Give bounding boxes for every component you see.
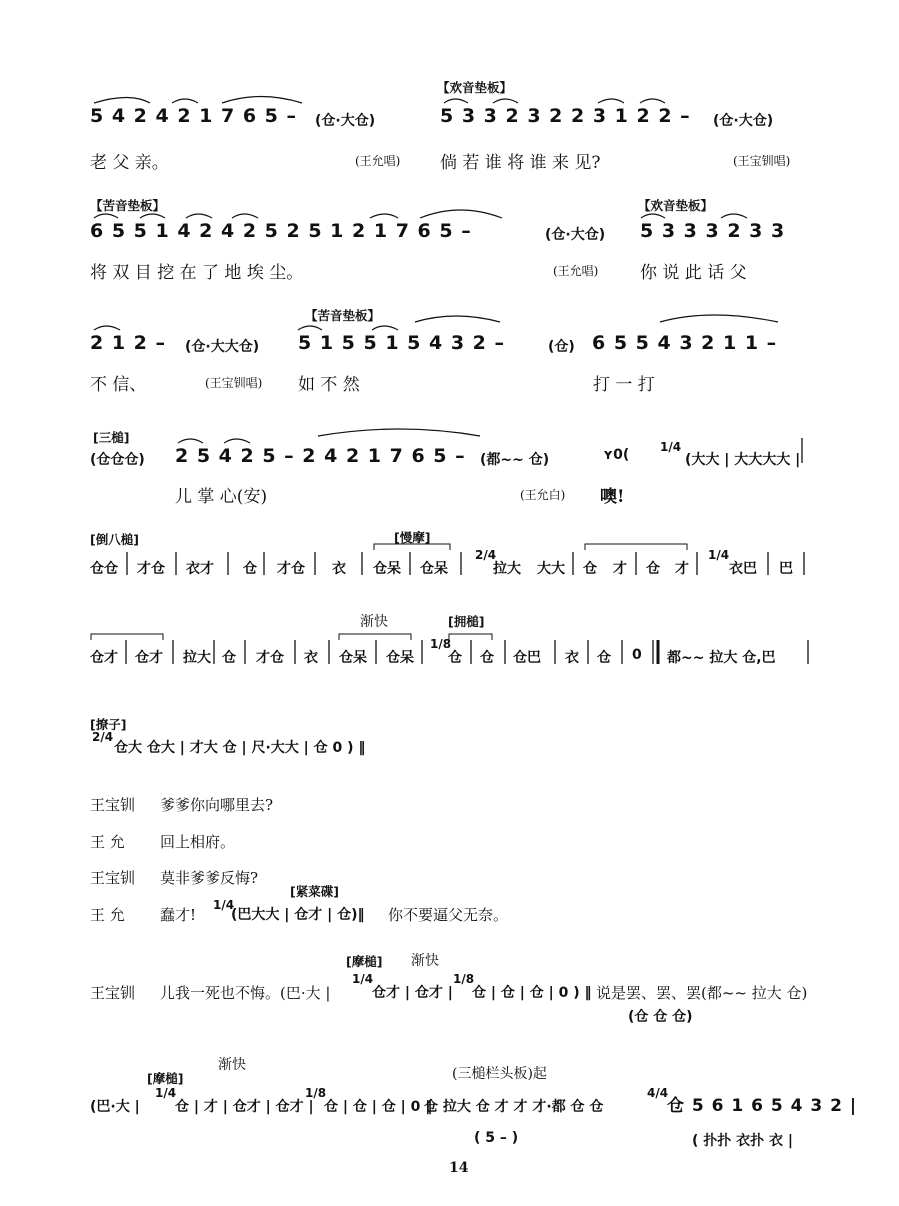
notes-s3-c: 6 5 5 4 3 2 1 1 –: [592, 332, 778, 354]
dlg5-speaker: 王宝钏: [90, 984, 136, 1002]
dlg5-perc: 仓才 | 仓才 |: [372, 985, 453, 1001]
dlg4-perc: (巴大大 | 仓才 | 仓)‖: [231, 907, 365, 923]
dlg4-tail: 你不要逼父无奈。: [388, 906, 509, 924]
s6-cell-4: 才仓: [256, 650, 284, 666]
last-notes: 仓 5 6 1 6 5 4 3 2 |: [667, 1096, 858, 1116]
last-tail: 仓 拉大 仓 才 才 才·都 仓 仓: [424, 1099, 604, 1115]
notes-s1-a: 5 4 2 4 2 1 7 6 5 –: [90, 105, 298, 127]
perc-s4-b: (都~~ 仓): [480, 452, 550, 468]
label-huanyin-2: 【欢音垫板】: [638, 198, 714, 213]
dlg4-time: 1/4: [213, 898, 235, 912]
dlg5-time: 1/4: [352, 972, 374, 986]
s5-cell-1: 才仓: [137, 561, 165, 577]
s6-cell2-3: 衣: [565, 650, 579, 666]
last-time2: 1/8: [305, 1086, 327, 1100]
label-sanchui-lantou: (三槌栏头板)起: [452, 1066, 547, 1082]
s6-cell-2: 拉大: [183, 650, 211, 666]
s5-cell-3: 仓: [243, 561, 257, 577]
s6-cell-5: 衣: [304, 650, 318, 666]
label-jiankuai-1: 渐快: [360, 614, 388, 630]
last-cells: 仓 | 才 | 仓才 | 仓才 |: [175, 1099, 314, 1115]
dlg5-tail: 说是罢、罢、罢(都~~ 拉大 仓): [596, 984, 808, 1002]
page-number: 14: [449, 1160, 469, 1176]
s5-cell2-1: 大大: [537, 561, 565, 577]
s6-cell2-0: 仓: [448, 650, 462, 666]
label-jiankuai-3: 渐快: [218, 1057, 246, 1073]
dlg4-text: 蠢才!: [160, 906, 197, 924]
dlg5-time2: 1/8: [453, 972, 475, 986]
cue-s3-a: (王宝钏唱): [205, 376, 263, 390]
s5-cell2-5: 才: [675, 561, 689, 577]
dlg1-speaker: 王宝钏: [90, 796, 136, 814]
label-liaozi: [撩子]: [90, 717, 127, 732]
last-cells2: 仓 | 仓 | 仓 | 0 ‖: [324, 1099, 433, 1115]
lyric-s3-a: 不 信、: [90, 375, 147, 395]
perc-s4-a: (仓仓仓): [90, 452, 145, 468]
notes-s3-a: 2 1 2 –: [90, 332, 167, 354]
s5-cell-7: 仓呆: [420, 561, 448, 577]
last-under2: ( 扑扑 衣扑 衣 |: [692, 1133, 794, 1149]
s6-cell-1: 仓才: [135, 650, 163, 666]
perc-s3-a: (仓·大大仓): [185, 339, 260, 355]
s5-cell3-1: 巴: [779, 561, 793, 577]
dlg1-text: 爹爹你向哪里去?: [160, 796, 274, 814]
label-sanchui: [三槌]: [93, 430, 130, 445]
last-time: 1/4: [155, 1086, 177, 1100]
s7-text: 仓大 仓大 | 才大 仓 | 尺·大大 | 仓 0 ) ‖: [114, 740, 366, 756]
cue-s4-a: (王允白): [520, 488, 566, 502]
lyric-s2-a: 将 双 目 挖 在 了 地 埃 尘。: [90, 263, 304, 283]
label-daobachui: [倒八槌]: [90, 532, 139, 547]
s5-cell3-0: 衣巴: [729, 561, 757, 577]
s5-cell2-3: 才: [613, 561, 627, 577]
dlg3-text: 莫非爹爹反悔?: [160, 869, 259, 887]
lyric-s1-a: 老 父 亲。: [90, 153, 169, 173]
dlg4-speaker: 王 允: [90, 906, 125, 924]
cue-s1-b: (王宝钏唱): [733, 154, 791, 168]
label-mochui-2: [摩槌]: [147, 1071, 184, 1086]
s5-cell-6: 仓呆: [373, 561, 401, 577]
cue-s2-a: (王允唱): [553, 264, 599, 278]
s6-cell2-1: 仓: [480, 650, 494, 666]
s6-cell-7: 仓呆: [386, 650, 414, 666]
label-mochui-1: [摩槌]: [346, 954, 383, 969]
s6-cell2-4: 仓: [597, 650, 611, 666]
notes-s2-b: 5 3 3 3 2 3 3: [640, 220, 786, 242]
notes-s4: 2 5 4 2 5 – 2 4 2 1 7 6 5 –: [175, 445, 466, 467]
notes-s2-a: 6 5 5 1 4 2 4 2 5 2 5 1 2 1 7 6 5 –: [90, 220, 472, 242]
label-kuyin-1: 【苦音垫板】: [90, 198, 166, 213]
last-under1: ( 5 – ): [474, 1130, 519, 1146]
s5-time2: 1/4: [708, 548, 730, 562]
label-yongchui: [拥槌]: [448, 614, 485, 629]
s6-cell-6: 仓呆: [339, 650, 367, 666]
lyric-s2-b: 你 说 此 话 父: [640, 263, 747, 283]
dlg3-speaker: 王宝钏: [90, 869, 136, 887]
dlg2-text: 回上相府。: [160, 833, 236, 851]
s5-cell-0: 仓仓: [90, 561, 118, 577]
lyric-s4-b: 噢!: [600, 487, 625, 507]
lyric-s4-a: 儿 掌 心(安): [175, 487, 268, 507]
notes-s1-b: 5 3 3 2 3 2 2 3 1 2 2 –: [440, 105, 691, 127]
label-huanyin-1: 【欢音垫板】: [437, 80, 513, 95]
perc-s2-a: (仓·大仓): [545, 227, 606, 243]
perc-s4-c: (大大 | 大大大大 |: [685, 452, 801, 468]
lyric-s3-c: 打 一 打: [593, 375, 655, 395]
s5-cell2-4: 仓: [646, 561, 660, 577]
label-manmo: [慢摩]: [394, 530, 431, 545]
label-jincaidie: [紧菜碟]: [290, 884, 339, 899]
last-time3: 4/4: [647, 1086, 669, 1100]
lyric-s3-b: 如 不 然: [298, 375, 360, 395]
dlg5-under: (仓 仓 仓): [628, 1009, 693, 1025]
time-s4: 1/4: [660, 440, 682, 454]
label-jiankuai-2: 渐快: [411, 953, 439, 969]
s5-time: 2/4: [475, 548, 497, 562]
lyric-s1-b: 倘 若 谁 将 谁 来 见?: [440, 153, 601, 173]
dlg5-text: 儿我一死也不悔。(巴·大 |: [160, 984, 331, 1002]
s6-cell-0: 仓才: [90, 650, 118, 666]
s6-cell-3: 仓: [222, 650, 236, 666]
last-start: (巴·大 |: [90, 1099, 140, 1115]
perc-s1-a: (仓·大仓): [315, 113, 376, 129]
s5-cell-2: 衣才: [186, 561, 214, 577]
s6-cell2-5: 0: [632, 647, 642, 663]
s7-time: 2/4: [92, 730, 114, 744]
s5-cell-4: 才仓: [277, 561, 305, 577]
s6-tail: 都~~ 拉大 仓,巴: [667, 650, 776, 666]
mark-s4: ʏ0(: [603, 447, 630, 463]
dlg5-perc2: 仓 | 仓 | 仓 | 0 ) ‖: [472, 985, 592, 1001]
cue-s1-a: (王允唱): [355, 154, 401, 168]
s5-cell2-2: 仓: [583, 561, 597, 577]
perc-s1-b: (仓·大仓): [713, 113, 774, 129]
label-kuyin-2: 【苦音垫板】: [305, 308, 381, 323]
notes-s3-b: 5 1 5 5 1 5 4 3 2 –: [298, 332, 506, 354]
s6-time: 1/8: [430, 637, 452, 651]
s6-cell2-2: 仓巴: [513, 650, 541, 666]
s5-cell2-0: 拉大: [493, 561, 521, 577]
dlg2-speaker: 王 允: [90, 833, 125, 851]
perc-s3-b: (仓): [548, 339, 575, 355]
s5-cell-5: 衣: [332, 561, 346, 577]
